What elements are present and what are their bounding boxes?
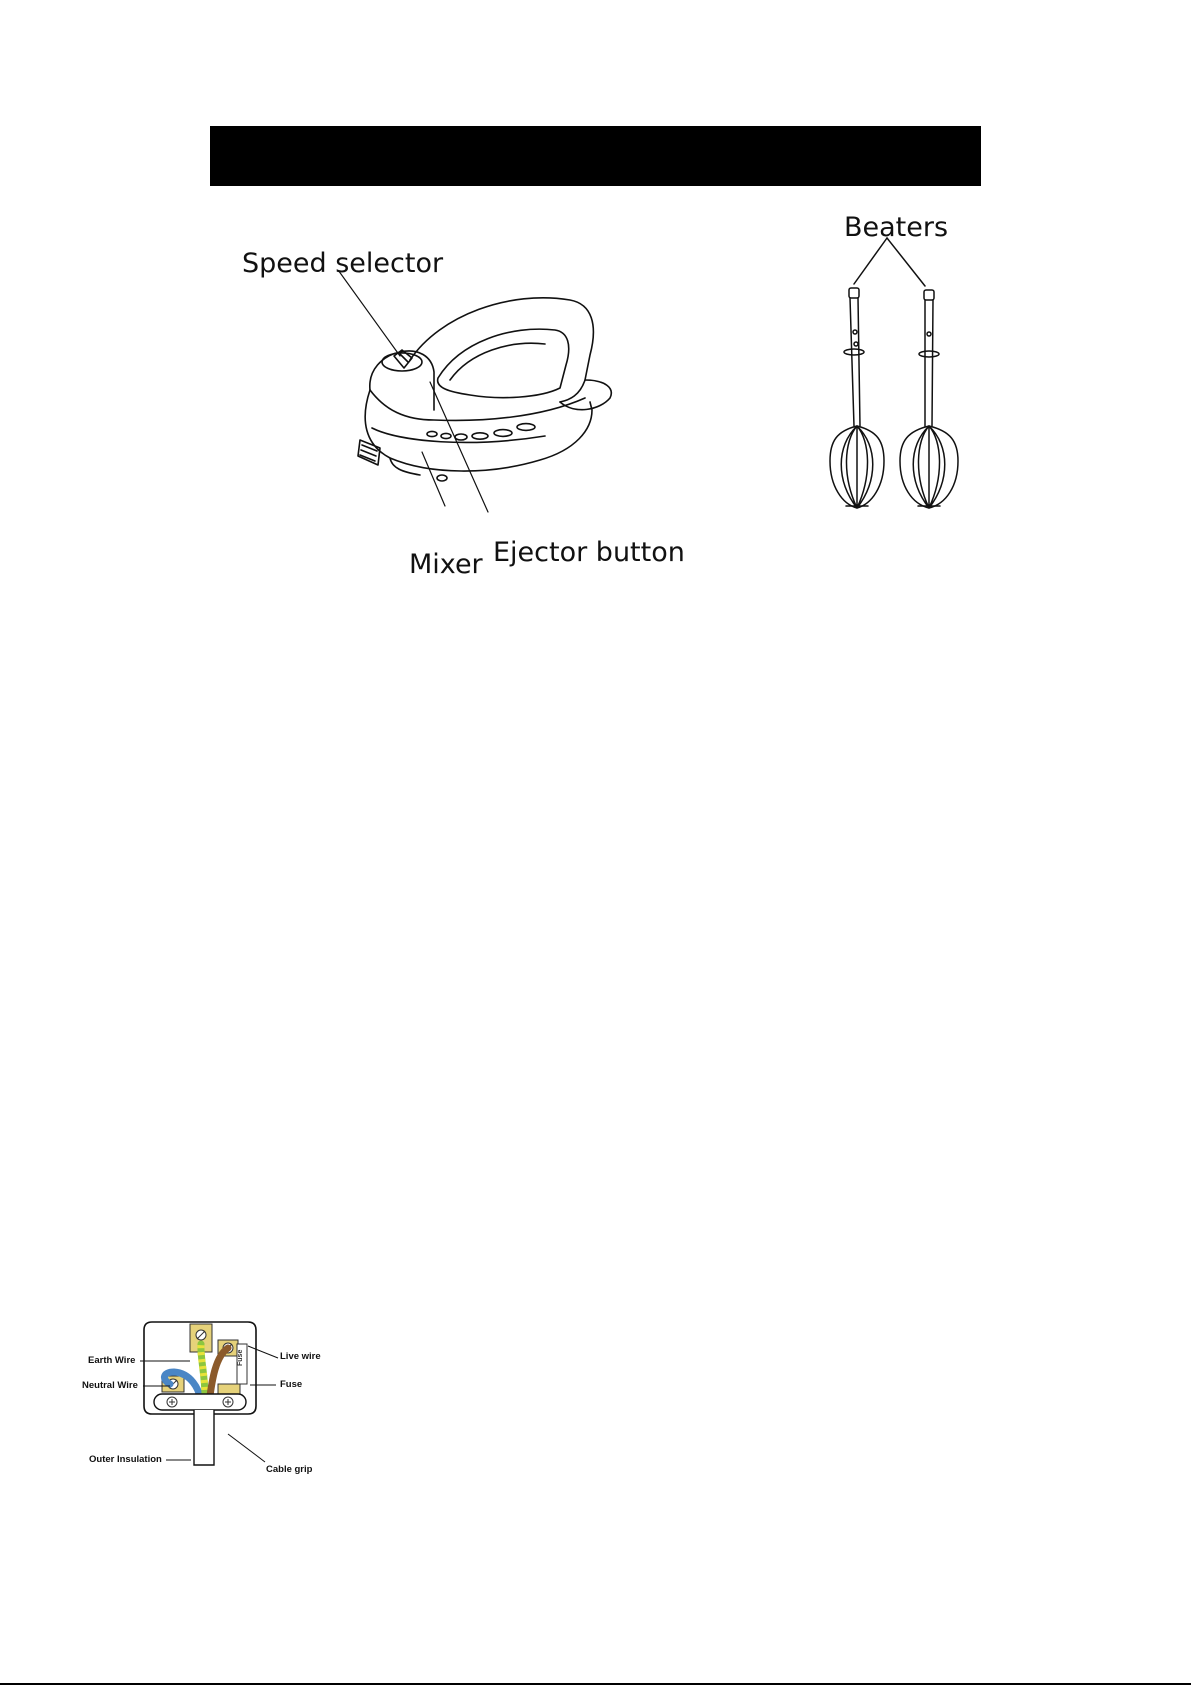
neutral-wire-label: Neutral Wire bbox=[82, 1380, 138, 1391]
ejector-button-label: Ejector button bbox=[493, 537, 685, 568]
fuse-marking: Fuse bbox=[237, 1349, 244, 1366]
earth-wire-label: Earth Wire bbox=[88, 1355, 136, 1366]
speed-selector-label: Speed selector bbox=[242, 248, 444, 279]
outer-insulation-label: Outer Insulation bbox=[89, 1454, 162, 1465]
cable-grip-label: Cable grip bbox=[266, 1464, 313, 1475]
beaters-label: Beaters bbox=[844, 212, 949, 243]
fuse-label: Fuse bbox=[280, 1379, 303, 1390]
live-wire-label: Live wire bbox=[280, 1351, 321, 1362]
mixer-label: Mixer bbox=[409, 549, 483, 580]
